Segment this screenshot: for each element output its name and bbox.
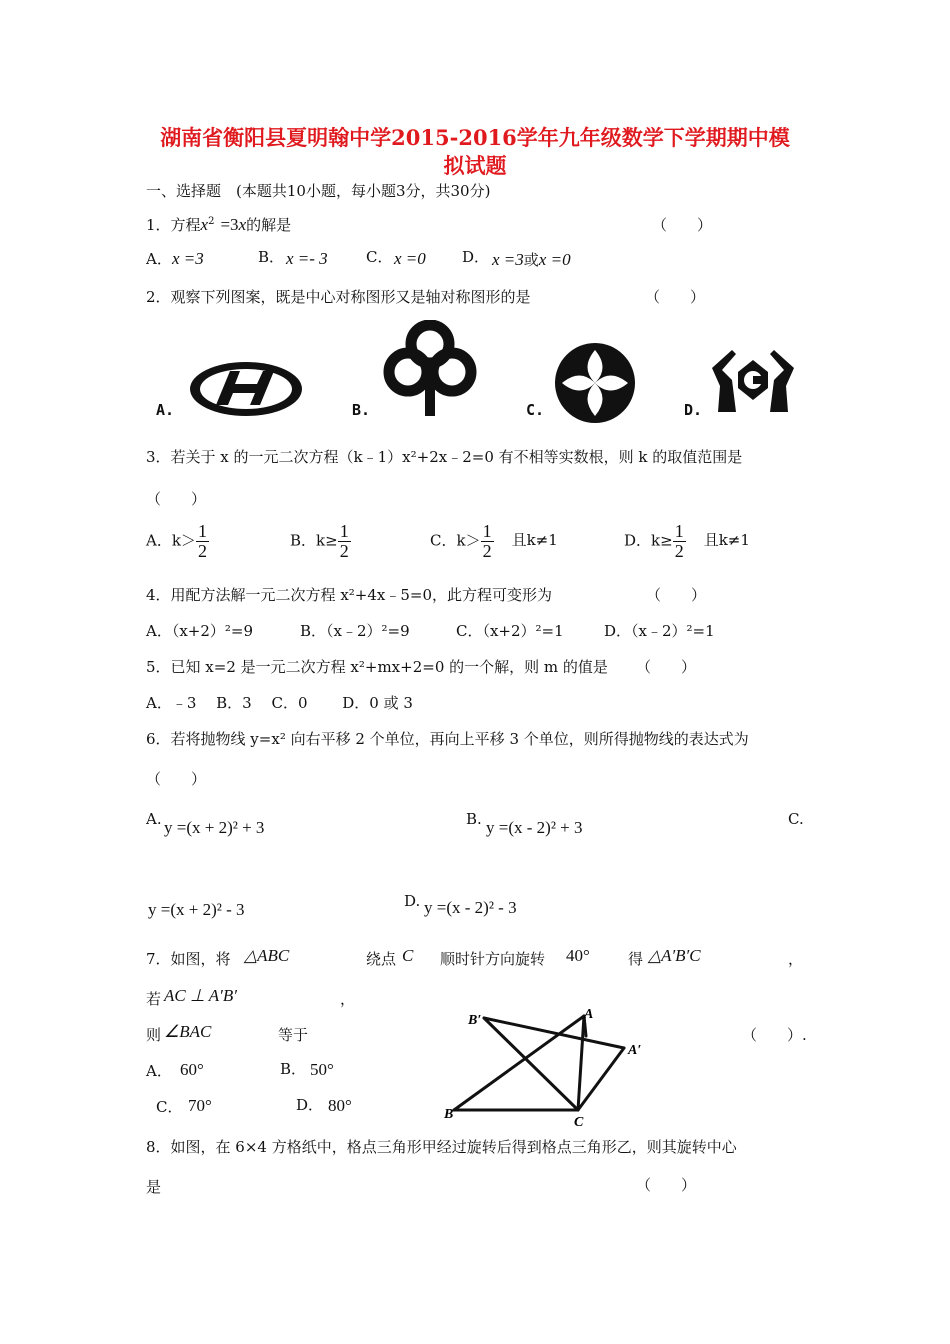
q3-stem: 3．若关于 x 的一元二次方程（k﹣1）x²+2x﹣2=0 有不相等实数根，则 k 的取值范围是: [146, 448, 743, 466]
q7-option-d-label: D．: [296, 1096, 324, 1114]
page-title: 湖南省衡阳县夏明翰中学2015-2016学年九年级数学下学期期中模: [160, 125, 790, 150]
q7-triangle-abc: △ABC: [244, 946, 290, 965]
q6-option-a-label: A.: [146, 810, 162, 828]
q3-option-b: B．k≥ $\frac{1}{2}$: [290, 521, 349, 561]
q2-stem: 2．观察下列图案，既是中心对称图形又是轴对称图形的是: [146, 288, 531, 306]
q1-answer-paren: （ ）: [652, 216, 713, 234]
bank-logo-figure: [710, 350, 796, 420]
q7-option-b: 50°: [310, 1060, 334, 1079]
rotation-triangle-figure: [442, 1004, 662, 1130]
q3-option-c: C．k＞ $\frac{1}{2}$ 且k≠1: [430, 521, 558, 561]
fig-label-a: A: [584, 1007, 594, 1022]
q1-option-a: x =3: [172, 249, 204, 268]
q2-label-d: D.: [684, 401, 703, 419]
q1-option-a-label: A．: [146, 250, 172, 268]
q4-option-d: D．（x﹣2）²=1: [604, 622, 715, 640]
q7-perpendicular: AC ⊥ A′B′: [164, 986, 237, 1005]
q2-label-b: B.: [352, 401, 371, 419]
q7-text-2: 绕点: [366, 950, 397, 968]
q1-option-c: x =0: [394, 249, 426, 268]
q2-label-a: A.: [156, 401, 175, 419]
q7-option-a-label: A．: [146, 1062, 172, 1080]
q6-option-b-label: B.: [466, 810, 482, 828]
q6-option-b: y =(x - 2)² + 3: [486, 818, 583, 837]
q4-stem: 4．用配方法解一元二次方程 x²+4x﹣5=0，此方程可变形为: [146, 586, 553, 604]
q7-option-c-label: C．: [156, 1098, 183, 1116]
q7-text-4: 得: [628, 950, 644, 968]
q4-answer-paren: （ ）: [646, 586, 707, 604]
q8-answer-paren: （ ）: [636, 1176, 697, 1194]
q4-option-a: A．（x+2）²=9: [146, 622, 254, 640]
q7-answer-paren: （ ）.: [742, 1026, 807, 1044]
trefoil-logo-figure: [380, 320, 480, 420]
section-heading: 一、选择题 (本题共10小题，每小题3分，共30分): [146, 182, 491, 200]
q8-stem: 8．如图，在 6×4 方格纸中，格点三角形甲经过旋转后得到格点三角形乙，则其旋转中心: [146, 1138, 737, 1156]
q1-option-c-label: C．: [366, 248, 393, 266]
fig-label-a-prime: A′: [628, 1043, 642, 1058]
q1-option-b: x =- 3: [286, 249, 328, 268]
circle-petal-logo-figure: [554, 342, 636, 424]
q1-stem: 1．方程$x^2 =3x$的解是: [146, 215, 292, 234]
q5-answer-paren: （ ）: [636, 658, 697, 676]
q8-stem-cont: 是: [146, 1178, 162, 1196]
q1-option-b-label: B．: [258, 248, 285, 266]
fig-label-b-prime: B′: [468, 1013, 482, 1028]
q7-option-a: 60°: [180, 1060, 204, 1079]
q7-degree: 40°: [566, 946, 590, 965]
q7-option-c: 70°: [188, 1096, 212, 1115]
q7-triangle-abc-prime: △A′B′C: [648, 946, 701, 965]
q6-option-d: y =(x - 2)² - 3: [424, 898, 517, 917]
q7-text-3: 顺时针方向旋转: [440, 950, 546, 968]
fig-label-c: C: [574, 1115, 584, 1130]
q7-text-5: 若: [146, 990, 162, 1008]
q1-option-d-label: D．: [462, 248, 490, 266]
q7-comma-2: ，: [340, 990, 356, 1008]
q7-text-1: 7．如图，将: [146, 950, 231, 968]
q7-comma: ，: [788, 950, 804, 968]
q7-text-6: 则: [146, 1026, 162, 1044]
q1-option-d: x =3或x =0: [492, 250, 571, 269]
q6-stem: 6．若将抛物线 y=x² 向右平移 2 个单位，再向上平移 3 个单位，则所得抛物线的表达式为: [146, 730, 749, 748]
q2-answer-paren: （ ）: [645, 288, 706, 306]
q5-options: A．﹣3 B．3 C．0 D．0 或 3: [146, 694, 413, 712]
q7-option-b-label: B．: [280, 1060, 307, 1078]
q6-option-c: y =(x + 2)² - 3: [148, 900, 245, 919]
q7-text-7: 等于: [278, 1026, 309, 1044]
q4-option-c: C．（x+2）²=1: [456, 622, 564, 640]
q7-point-c: C: [402, 946, 414, 965]
q4-option-b: B．（x﹣2）²=9: [300, 622, 410, 640]
fig-label-b: B: [444, 1107, 454, 1122]
q7-option-d: 80°: [328, 1096, 352, 1115]
q7-angle-bac: ∠BAC: [164, 1022, 212, 1041]
q6-option-a: y =(x + 2)² + 3: [164, 818, 265, 837]
q6-option-c-label: C.: [788, 810, 804, 828]
q3-option-a: A．k＞ $\frac{1}{2}$: [146, 521, 207, 561]
q3-option-d: D．k≥ $\frac{1}{2}$ 且k≠1: [624, 521, 750, 561]
q6-option-d-label: D.: [404, 892, 421, 910]
q2-label-c: C.: [526, 401, 545, 419]
q6-answer-paren: （ ）: [146, 770, 207, 788]
q3-answer-paren: （ ）: [146, 490, 207, 508]
hyundai-logo-figure: [186, 357, 306, 421]
page-title-cont: 拟试题: [443, 153, 507, 178]
q5-stem: 5．已知 x=2 是一元二次方程 x²+mx+2=0 的一个解，则 m 的值是: [146, 658, 608, 676]
